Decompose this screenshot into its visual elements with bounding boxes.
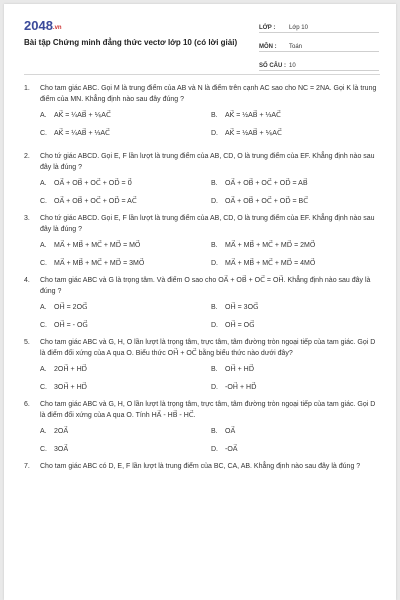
answer-option[interactable] bbox=[40, 197, 211, 206]
meta-info bbox=[259, 18, 379, 75]
option-letter: B. bbox=[211, 180, 218, 187]
question-stem bbox=[24, 400, 382, 421]
answer-options bbox=[40, 111, 382, 138]
question-number: 6. bbox=[24, 401, 30, 408]
answer-option[interactable] bbox=[40, 383, 211, 392]
answer-option[interactable] bbox=[211, 197, 382, 206]
answer-options bbox=[40, 179, 382, 206]
question-text: Cho tam giác ABC và G là trọng tâm. Và điểm O sao cho OA⃗ + OB⃗ + OC⃗ = OH⃗. Khẳng định nào sau đây là đúng ? bbox=[40, 277, 371, 295]
option-letter: C. bbox=[40, 322, 47, 329]
question-item bbox=[24, 276, 382, 330]
option-text: OH⃗ = - OG⃗ bbox=[54, 322, 88, 329]
answer-option[interactable] bbox=[40, 445, 211, 454]
option-letter: C. bbox=[40, 130, 47, 137]
page-header bbox=[4, 4, 396, 70]
answer-option[interactable] bbox=[211, 365, 382, 374]
option-letter: D. bbox=[211, 130, 218, 137]
option-letter: B. bbox=[211, 428, 218, 435]
question-stem bbox=[24, 214, 382, 235]
header-divider bbox=[24, 74, 380, 75]
option-letter: D. bbox=[211, 260, 218, 267]
option-text: OA⃗ + OB⃗ + OC⃗ + OD⃗ = AB⃗ bbox=[225, 180, 308, 187]
option-letter: B. bbox=[211, 366, 218, 373]
question-stem bbox=[24, 84, 382, 105]
option-text: OH⃗ = OG⃗ bbox=[225, 322, 255, 329]
answer-option[interactable] bbox=[40, 303, 211, 312]
answer-options bbox=[40, 303, 382, 330]
answer-options bbox=[40, 427, 382, 454]
answer-option[interactable] bbox=[211, 303, 382, 312]
question-text: Cho tam giác ABC. Gọi M là trung điểm của AB và N là điểm trên cạnh AC sao cho NC = 2NA. Gọi K là trung điểm của MN. Khẳng định nào sau đây đúng ? bbox=[40, 85, 377, 103]
question-text: Cho tam giác ABC và G, H, O lần lượt là trọng tâm, trực tâm, tâm đường tròn ngoại tiếp của tam giác. Gọi D là điểm đối xứng của A qua O. Tính HA⃗ - HB⃗ - HC⃗. bbox=[40, 401, 376, 419]
answer-option[interactable] bbox=[211, 111, 382, 120]
option-letter: A. bbox=[40, 428, 47, 435]
option-letter: D. bbox=[211, 198, 218, 205]
question-text: Cho tứ giác ABCD. Gọi E, F lần lượt là trung điểm của AB, CD, O là trung điểm của EF. Khẳng định nào sau đây là đúng ? bbox=[40, 215, 375, 233]
answer-option[interactable] bbox=[211, 445, 382, 454]
logo-tld: .vn bbox=[52, 25, 62, 31]
question-number: 3. bbox=[24, 215, 30, 222]
option-text: AK⃗ = ¼AB⃗ + ⅓AC⃗ bbox=[54, 130, 110, 137]
option-letter: C. bbox=[40, 198, 47, 205]
worksheet-page bbox=[4, 4, 396, 600]
option-text: OA⃗ + OB⃗ + OC⃗ + OD⃗ = AC⃗ bbox=[54, 198, 137, 205]
meta-value: 10 bbox=[289, 63, 296, 69]
option-text: AK⃗ = ½AB⃗ + ⅙AC⃗ bbox=[225, 130, 282, 137]
document-title: Bài tập Chứng minh đẳng thức vectơ lớp 10 (có lời giải) bbox=[24, 38, 238, 47]
answer-options bbox=[40, 365, 382, 392]
logo-main: 2048 bbox=[24, 18, 53, 33]
site-logo[interactable] bbox=[24, 18, 62, 33]
meta-key: LỚP : bbox=[259, 25, 276, 31]
answer-option[interactable] bbox=[211, 129, 382, 138]
option-text: MA⃗ + MB⃗ + MC⃗ + MD⃗ = MO⃗ bbox=[54, 242, 141, 249]
option-letter: C. bbox=[40, 260, 47, 267]
option-text: -OH⃗ + HD⃗ bbox=[225, 384, 257, 391]
answer-option[interactable] bbox=[40, 259, 211, 268]
question-text: Cho tam giác ABC và G, H, O lần lượt là trọng tâm, trực tâm, tâm đường tròn ngoại tiếp của tam giác. Gọi D là điểm đối xứng của A qua O. Biểu thức OH⃗ + OC⃗ bằng biểu thức nào dưới đây? bbox=[40, 339, 376, 357]
answer-option[interactable] bbox=[211, 321, 382, 330]
question-item bbox=[24, 84, 382, 138]
option-text: AK⃗ = ¼AB⃗ + ⅙AC⃗ bbox=[54, 112, 111, 119]
option-letter: D. bbox=[211, 322, 218, 329]
answer-option[interactable] bbox=[40, 365, 211, 374]
answer-option[interactable] bbox=[40, 241, 211, 250]
question-number: 4. bbox=[24, 277, 30, 284]
meta-row bbox=[259, 37, 379, 52]
question-stem bbox=[24, 338, 382, 359]
answer-option[interactable] bbox=[211, 259, 382, 268]
answer-option[interactable] bbox=[40, 111, 211, 120]
option-text: AK⃗ = ½AB⃗ + ⅓AC⃗ bbox=[225, 112, 281, 119]
answer-option[interactable] bbox=[40, 321, 211, 330]
option-text: MA⃗ + MB⃗ + MC⃗ + MD⃗ = 4MO⃗ bbox=[225, 260, 316, 267]
question-number: 1. bbox=[24, 85, 30, 92]
option-text: MA⃗ + MB⃗ + MC⃗ + MD⃗ = 2MO⃗ bbox=[225, 242, 316, 249]
option-letter: A. bbox=[40, 366, 47, 373]
question-number: 7. bbox=[24, 463, 30, 470]
option-text: OA⃗ bbox=[225, 428, 236, 435]
option-text: -OA⃗ bbox=[225, 446, 238, 453]
answer-option[interactable] bbox=[211, 383, 382, 392]
answer-option[interactable] bbox=[40, 179, 211, 188]
meta-key: SỐ CÂU : bbox=[259, 63, 286, 69]
answer-option[interactable] bbox=[211, 427, 382, 436]
question-number: 5. bbox=[24, 339, 30, 346]
option-letter: A. bbox=[40, 112, 47, 119]
question-stem bbox=[24, 276, 382, 297]
answer-option[interactable] bbox=[40, 129, 211, 138]
option-letter: B. bbox=[211, 112, 218, 119]
question-item bbox=[24, 338, 382, 392]
meta-value: Lớp 10 bbox=[289, 25, 308, 31]
answer-option[interactable] bbox=[40, 427, 211, 436]
question-item bbox=[24, 462, 382, 473]
question-item bbox=[24, 152, 382, 206]
meta-key: MÔN : bbox=[259, 44, 277, 50]
question-item bbox=[24, 214, 382, 268]
option-text: 2OH⃗ + HD⃗ bbox=[54, 366, 88, 373]
option-text: 3OA⃗ bbox=[54, 446, 69, 453]
question-stem bbox=[24, 152, 382, 173]
option-letter: D. bbox=[211, 384, 218, 391]
question-list bbox=[24, 84, 382, 481]
answer-option[interactable] bbox=[211, 241, 382, 250]
option-letter: C. bbox=[40, 446, 47, 453]
option-text: OH⃗ = 2OG⃗ bbox=[54, 304, 88, 311]
option-letter: B. bbox=[211, 304, 218, 311]
question-text: Cho tứ giác ABCD. Gọi E, F lần lượt là trung điểm của AB, CD, O là trung điểm của EF. Khẳng định nào sau đây là đúng ? bbox=[40, 153, 375, 171]
option-text: OA⃗ + OB⃗ + OC⃗ + OD⃗ = 0⃗ bbox=[54, 180, 133, 187]
question-number: 2. bbox=[24, 153, 30, 160]
answer-options bbox=[40, 241, 382, 268]
option-text: 3OH⃗ + HD⃗ bbox=[54, 384, 88, 391]
question-text: Cho tam giác ABC có D, E, F lần lượt là trung điểm của BC, CA, AB. Khẳng định nào sau đây là đúng ? bbox=[40, 463, 361, 470]
option-text: MA⃗ + MB⃗ + MC⃗ + MD⃗ = 3MO⃗ bbox=[54, 260, 145, 267]
option-letter: B. bbox=[211, 242, 218, 249]
option-letter: A. bbox=[40, 304, 47, 311]
question-item bbox=[24, 400, 382, 454]
option-letter: C. bbox=[40, 384, 47, 391]
question-stem bbox=[24, 462, 382, 473]
option-letter: A. bbox=[40, 242, 47, 249]
option-text: 2OA⃗ bbox=[54, 428, 69, 435]
option-letter: D. bbox=[211, 446, 218, 453]
option-letter: A. bbox=[40, 180, 47, 187]
meta-value: Toán bbox=[289, 44, 303, 50]
option-text: OA⃗ + OB⃗ + OC⃗ + OD⃗ = BC⃗ bbox=[225, 198, 309, 205]
meta-row bbox=[259, 56, 379, 71]
option-text: OH⃗ + HD⃗ bbox=[225, 366, 255, 373]
answer-option[interactable] bbox=[211, 179, 382, 188]
option-text: OH⃗ = 3OG⃗ bbox=[225, 304, 259, 311]
meta-row bbox=[259, 18, 379, 33]
